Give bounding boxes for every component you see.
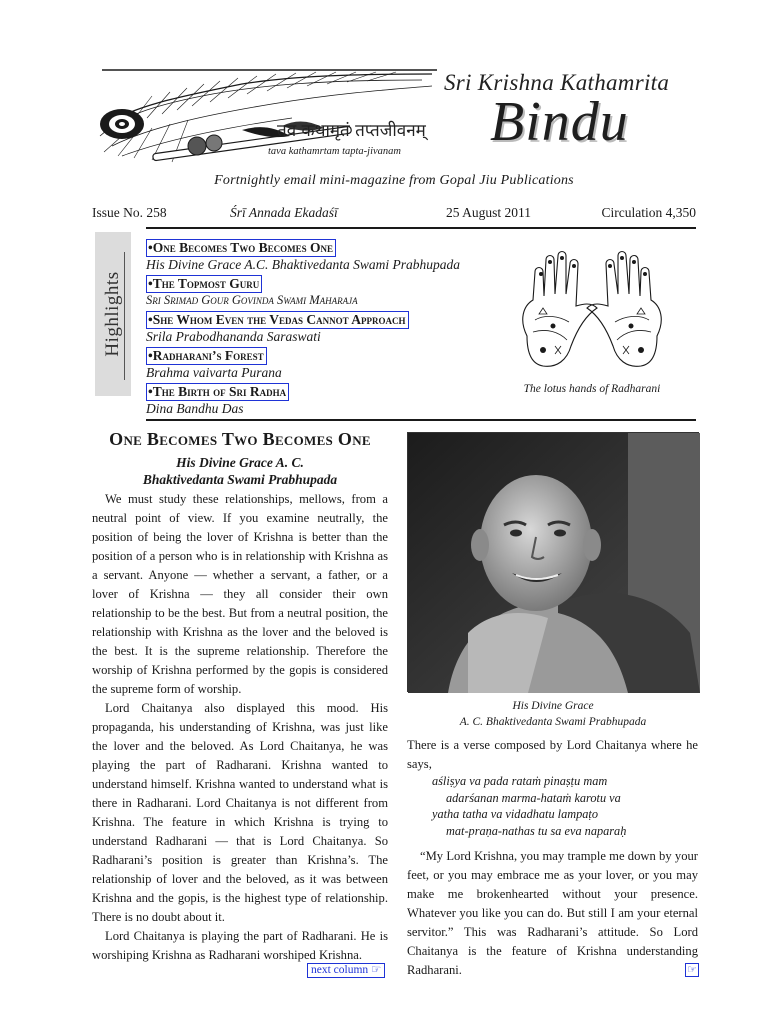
article-column-right-intro xyxy=(407,736,698,774)
verse-line: adarśanan marma-hataṁ karotu va xyxy=(446,790,621,805)
article-column-right xyxy=(407,847,698,977)
highlight-author: Sri Srimad Gour Govinda Swami Maharaja xyxy=(146,293,358,307)
divider-bottom xyxy=(146,419,696,421)
portrait-photo-illustration xyxy=(408,433,700,693)
issue-circulation: Circulation 4,350 xyxy=(601,205,696,220)
highlight-item xyxy=(146,383,516,416)
highlight-link-birth-of-sri-radha[interactable]: •The Birth of Sri Radha xyxy=(146,383,289,401)
next-column-link[interactable]: next column ☞ xyxy=(307,963,385,978)
article-paragraph: There is a verse composed by Lord Chaitanya where he says, xyxy=(407,738,698,771)
sanskrit-verse-block xyxy=(432,773,692,839)
highlight-item xyxy=(146,311,516,344)
divider-top xyxy=(146,227,696,229)
highlight-item xyxy=(146,275,516,308)
highlights-tab xyxy=(95,232,131,396)
next-page-hand-icon[interactable]: ☞ xyxy=(685,963,699,977)
highlight-link-radharanis-forest[interactable]: •Radharani’s Forest xyxy=(146,347,267,365)
article-title: One Becomes Two Becomes One xyxy=(109,429,371,449)
verse-line: aśliṣya va pada rataṁ pinaṣṭu mam xyxy=(432,774,608,788)
highlight-item xyxy=(146,239,516,272)
prabhupada-photo xyxy=(407,432,699,692)
magazine-title: Bindu xyxy=(490,91,629,153)
magazine-subtitle: Fortnightly email mini-magazine from Gopal Jiu Publications xyxy=(214,173,574,188)
highlight-item xyxy=(146,347,516,380)
article-paragraph: We must study these relationships, mellows, from a neutral point of view. If you examine neutrally, the position of being the lover of Krishna is better than the position of a person who is in relationship with Krishna as a servant. Anyone — whether a servant, a father, or a lover of Krishna — they all consider their own relationship to be the best. But from a neutral position, the relationship with Krishna as the lover and the beloved is the best. It is the supreme relationship. Therefore the worship of Krishna performed by the gopis is considered the supreme form of worship. xyxy=(92,492,388,696)
sanskrit-transliteration: tava kathamrtam tapta-jivanam xyxy=(268,146,401,157)
highlight-link-topmost-guru[interactable]: •The Topmost Guru xyxy=(146,275,262,293)
highlights-list xyxy=(146,239,516,419)
photo-caption xyxy=(407,698,699,730)
highlight-link-vedas-cannot-approach[interactable]: •She Whom Even the Vedas Cannot Approach xyxy=(146,311,409,329)
article-paragraph: Lord Chaitanya is playing the part of Radharani. He is worshiping Krishna as Radharani worshiped Krishna. xyxy=(92,929,388,962)
article-author-line: His Divine Grace A. C. xyxy=(176,455,304,470)
highlight-author: Brahma vaivarta Purana xyxy=(146,365,282,380)
highlight-author: His Divine Grace A.C. Bhaktivedanta Swami Prabhupada xyxy=(146,257,460,272)
issue-info-bar xyxy=(92,205,696,223)
issue-occasion: Śrī Annada Ekadaśī xyxy=(230,205,338,220)
article-author xyxy=(92,454,388,488)
verse-line: mat-praṇa-nathas tu sa eva naparaḥ xyxy=(446,823,627,838)
sanskrit-verse: तव कथामृतं तप्तजीवनम् xyxy=(277,121,426,141)
issue-date: 25 August 2011 xyxy=(446,205,532,220)
photo-caption-line: His Divine Grace xyxy=(512,700,594,712)
hands-figure-caption: The lotus hands of Radharani xyxy=(523,383,661,395)
series-name: Sri Krishna Kathamrita xyxy=(444,70,670,95)
verse-line: yatha tatha va vidadhatu lampaṭo xyxy=(432,807,598,821)
article-author-line: Bhaktivedanta Swami Prabhupada xyxy=(142,472,338,487)
photo-caption-line: A. C. Bhaktivedanta Swami Prabhupada xyxy=(459,716,647,728)
highlight-author: Dina Bandhu Das xyxy=(146,401,244,416)
highlight-author: Srila Prabodhananda Saraswati xyxy=(146,329,321,344)
issue-number: Issue No. 258 xyxy=(92,205,167,220)
highlight-link-one-becomes-two[interactable]: •One Becomes Two Becomes One xyxy=(146,239,336,257)
article-paragraph: “My Lord Krishna, you may trample me down by your feet, or you may embrace me as your lover, or you may make me brokenhearted without your presence. Whatever you like you can do. But still I am your eternal servitor.” This was Radharani’s attitude. So Lord Chaitanya is the feature of Krishna understanding Radharani. xyxy=(407,849,698,977)
article-paragraph: Lord Chaitanya also displayed this mood. His propaganda, his understanding of Krishna, was just like the lover and the beloved. As Lord Chaitanya, he was playing the part of Radharani. Krishna wanted to understand himself. Krishna wanted to understand what is there in Radharani. Lord Chaitanya is not different from Krishna. The feature in which Krishna is trying to understand Radharani — that is Lord Chaitanya. So Radharani’s position is greater than Krishna’s. The relationship of lover and the beloved, as it was between Krishna and the gopis, is the highest type of relationship. There is no doubt about it. xyxy=(92,701,388,924)
lotus-hands-illustration xyxy=(513,250,671,378)
highlights-label: Highlights xyxy=(102,271,123,357)
masthead xyxy=(92,66,692,178)
article-column-left xyxy=(92,490,388,960)
